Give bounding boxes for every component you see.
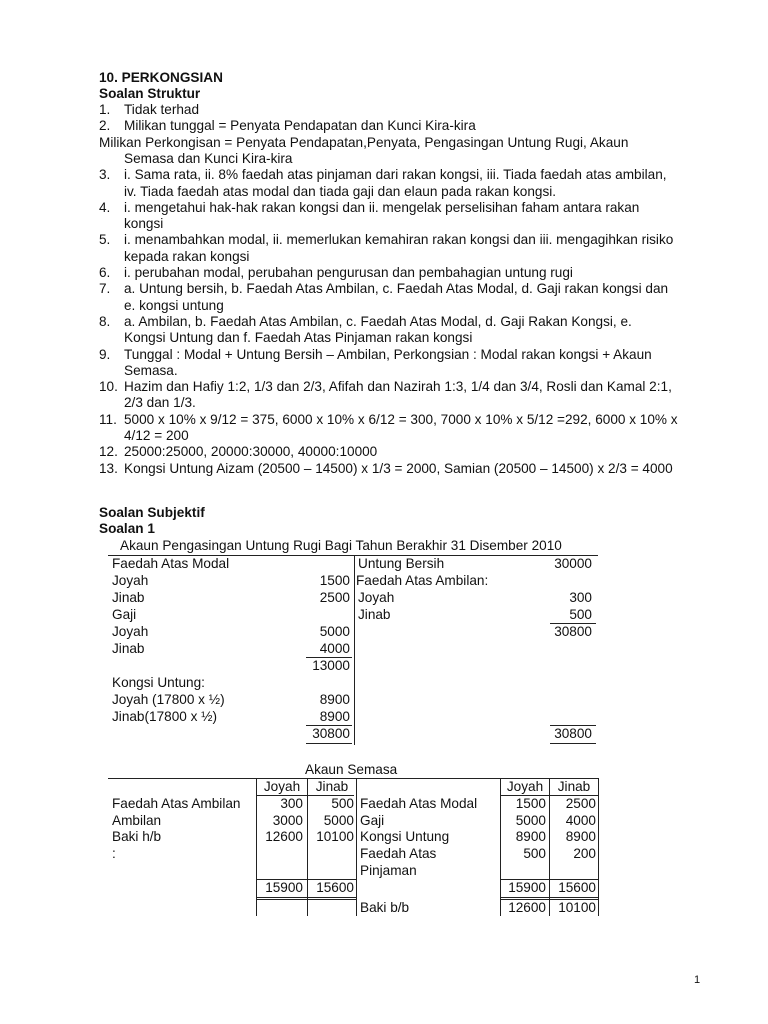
pl-right-label: Faedah Atas Ambilan: (356, 573, 489, 588)
pl-left-value: 4000 (319, 641, 350, 656)
answer-line: a. Ambilan, b. Faedah Atas Ambilan, c. Faedah Atas Modal, d. Gaji Rakan Kongsi, e. (124, 313, 632, 329)
answer-line: iv. Tiada faedah atas modal dan tiada gaji dan elaun pada rakan kongsi. (124, 183, 557, 199)
semasa-right-label: Faedah Atas Modal (360, 796, 478, 811)
semasa-left-label: : (112, 846, 116, 861)
semasa-right-jinab: 4000 (565, 813, 596, 828)
pl-right-label: Joyah (358, 590, 395, 605)
answer-line: i. mengetahui hak-hak rakan kongsi dan ii. mengelak perselisihan faham antara rakan (124, 199, 640, 215)
semasa-total-right-jinab: 15600 (558, 880, 596, 895)
semasa-col-joyah: Joyah (506, 779, 544, 794)
answer-number: 3. (99, 167, 111, 183)
answer-line: Milikan Perkongisan = Penyata Pendapatan,Penyata, Pengasingan Untung Rugi, Akaun (99, 134, 629, 150)
semasa-right-label: Gaji (360, 813, 385, 828)
answer-number: 9. (99, 346, 111, 362)
answer-line: Kongsi Untung dan f. Faedah Atas Pinjaman rakan kongsi (124, 330, 473, 346)
semasa-right-jinab: 8900 (565, 829, 596, 844)
semasa-left-jinab: 10100 (316, 829, 354, 844)
semasa-left-label: Faedah Atas Ambilan (112, 796, 241, 811)
answer-number: 5. (99, 232, 111, 248)
semasa-right-label: Pinjaman (360, 863, 417, 878)
answer-line: i. perubahan modal, perubahan pengurusan dan pembahagian untung rugi (124, 265, 573, 280)
semasa-right-jinab: 2500 (565, 796, 596, 811)
semasa-col-jinab: Jinab (315, 779, 349, 794)
pl-right-subtotal: 30800 (554, 624, 592, 639)
pl-right-value: 500 (569, 607, 592, 622)
page-number: 1 (694, 974, 701, 986)
semasa-baki-bd-jinab: 10100 (558, 900, 596, 915)
answer-number: 4. (99, 199, 111, 215)
pl-left-label: Jinab(17800 x ½) (112, 709, 218, 724)
answer-number: 1. (99, 102, 111, 117)
pl-left-value: 5000 (319, 624, 350, 639)
answer-number: 13. (99, 460, 118, 476)
answer-line: Hazim dan Hafiy 1:2, 1/3 dan 2/3, Afifah dan Nazirah 1:3, 1/4 dan 3/4, Rosli dan Kamal 2:1, (124, 379, 672, 395)
semasa-right-label: Faedah Atas (360, 846, 437, 861)
pl-left-label: Gaji (112, 607, 137, 622)
answer-line: e. kongsi untung (124, 297, 224, 313)
answer-line: Tidak terhad (124, 102, 200, 117)
pl-total-underline-right (550, 743, 596, 744)
pl-right-value: 30000 (554, 556, 592, 571)
pl-left-value: 2500 (319, 590, 350, 605)
pl-right-value: 300 (569, 590, 592, 605)
answer-number: 2. (99, 118, 111, 134)
semasa-left-joyah: 12600 (265, 829, 303, 844)
answer-line: a. Untung bersih, b. Faedah Atas Ambilan, c. Faedah Atas Modal, d. Gaji rakan kongsi dan (124, 281, 669, 297)
semasa-baki-bd-label: Baki b/b (360, 900, 410, 915)
answer-line: Semasa. (124, 362, 178, 378)
semasa-left-joyah: 3000 (272, 813, 303, 828)
semasa-left-jinab: 500 (331, 796, 354, 811)
semasa-left-joyah: 300 (280, 796, 303, 811)
pl-left-label: Joyah (112, 624, 149, 639)
pl-left-label: Joyah (17800 x ½) (112, 692, 225, 707)
pl-left-label: Kongsi Untung: (112, 675, 205, 690)
semasa-right-joyah: 5000 (515, 813, 546, 828)
semasa-total-underline-left (256, 897, 356, 898)
semasa-total-double-left (256, 899, 356, 900)
answer-line: kepada rakan kongsi (124, 248, 250, 264)
answer-line: Semasa dan Kunci Kira-kira (124, 150, 293, 166)
pl-left-label: Jinab (112, 590, 145, 605)
semasa-total-left-jinab: 15600 (316, 880, 354, 895)
pl-left-total: 30800 (312, 726, 350, 741)
pl-total-underline-left (306, 743, 352, 744)
answer-number: 10. (99, 379, 118, 395)
semasa-total-underline-right (500, 897, 598, 898)
soalan-struktur-heading: Soalan Struktur (99, 86, 201, 101)
answer-line: Milikan tunggal = Penyata Pendapatan dan Kunci Kira-kira (124, 118, 476, 134)
semasa-title: Akaun Semasa (305, 762, 398, 777)
answer-line: 4/12 = 200 (124, 428, 189, 443)
semasa-right-label: Kongsi Untung (360, 829, 450, 844)
pl-left-value: 8900 (319, 709, 350, 724)
pl-left-label: Joyah (112, 573, 149, 588)
answer-line: 2/3 dan 1/3. (124, 395, 196, 411)
semasa-right-jinab: 200 (573, 846, 596, 861)
semasa-vline (598, 778, 599, 916)
answer-line: Tunggal : Modal + Untung Bersih – Ambilan, Perkongsian : Modal rakan kongsi + Akaun (124, 346, 652, 362)
pl-account-title: Akaun Pengasingan Untung Rugi Bagi Tahun Berakhir 31 Disember 2010 (120, 538, 562, 553)
answer-number: 8. (99, 313, 111, 329)
semasa-col-joyah: Joyah (263, 779, 301, 794)
pl-right-label: Jinab (358, 607, 391, 622)
semasa-vline (356, 778, 357, 916)
pl-left-label: Jinab (112, 641, 145, 656)
pl-right-total: 30800 (554, 726, 592, 741)
pl-left-value: 8900 (319, 692, 350, 707)
pl-left-subtotal: 13000 (312, 658, 350, 673)
pl-left-label: Faedah Atas Modal (112, 556, 230, 571)
semasa-left-jinab: 5000 (323, 813, 354, 828)
answer-number: 11. (99, 411, 117, 427)
semasa-left-label: Baki h/b (112, 829, 162, 844)
answer-number: 7. (99, 281, 111, 297)
semasa-total-left-joyah: 15900 (265, 880, 303, 895)
semasa-right-joyah: 500 (523, 846, 546, 861)
answer-number: 12. (99, 444, 118, 460)
chapter-heading: 10. PERKONGSIAN (99, 70, 223, 85)
answer-line: kongsi (124, 216, 164, 232)
semasa-right-joyah: 1500 (515, 796, 546, 811)
pl-left-value: 1500 (319, 573, 350, 588)
answer-line: 25000:25000, 20000:30000, 40000:10000 (124, 444, 378, 460)
semasa-baki-bd-joyah: 12600 (508, 900, 546, 915)
semasa-total-right-joyah: 15900 (508, 880, 546, 895)
pl-right-label: Untung Bersih (358, 556, 445, 571)
pl-center-divider (354, 555, 355, 745)
semasa-col-jinab: Jinab (557, 779, 591, 794)
answer-line: Kongsi Untung Aizam (20500 – 14500) x 1/3 = 2000, Samian (20500 – 14500) x 2/3 = 4000 (124, 460, 673, 476)
soalan-subjektif-heading: Soalan Subjektif (99, 505, 205, 520)
answer-line: 5000 x 10% x 9/12 = 375, 6000 x 10% x 6/12 = 300, 7000 x 10% x 5/12 =292, 6000 x 10% x (124, 411, 678, 427)
answer-number: 6. (99, 265, 111, 280)
semasa-left-label: Ambilan (112, 813, 162, 828)
answer-line: i. Sama rata, ii. 8% faedah atas pinjaman dari rakan kongsi, iii. Tiada faedah atas ambilan, (124, 167, 667, 183)
semasa-right-joyah: 8900 (515, 829, 546, 844)
answer-line: i. menambahkan modal, ii. memerlukan kemahiran rakan kongsi dan iii. mengagihkan risiko (124, 232, 674, 248)
soalan-1-heading: Soalan 1 (99, 521, 155, 536)
